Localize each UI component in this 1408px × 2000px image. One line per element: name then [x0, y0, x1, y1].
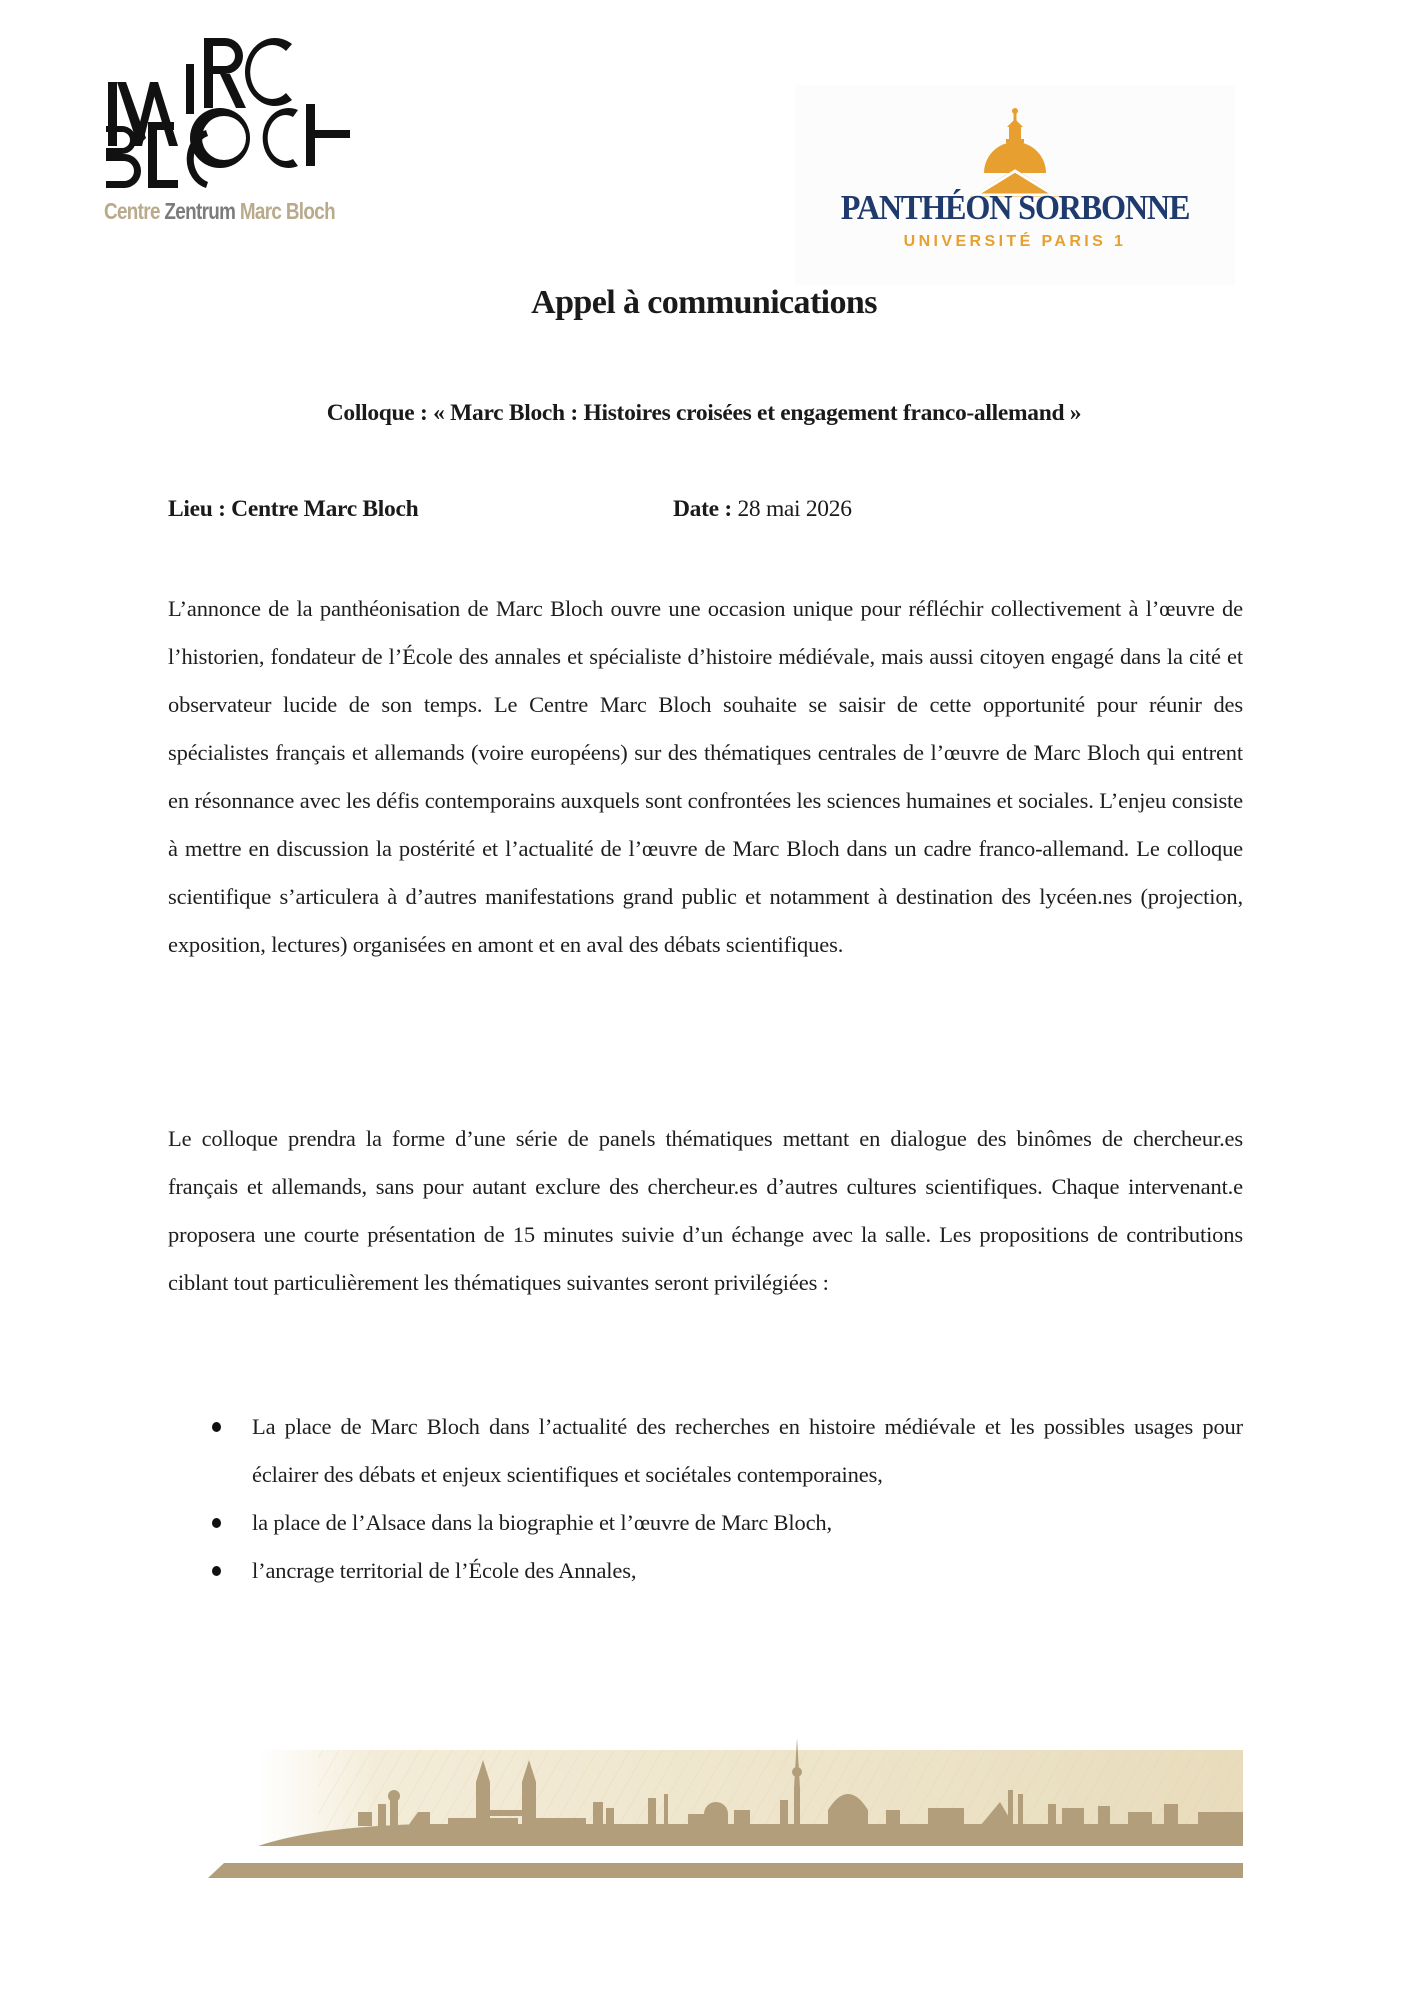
list-item	[168, 1499, 1243, 1547]
bullet-icon	[212, 1566, 221, 1576]
list-item-text: la place de l’Alsace dans la biographie et l’œuvre de Marc Bloch,	[252, 1510, 833, 1535]
pantheon-sorbonne-name: PANTHÉON SORBONNE	[840, 188, 1190, 227]
skyline-footer-banner	[168, 1738, 1243, 1888]
pantheon-sorbonne-subtitle: UNIVERSITÉ PARIS 1	[903, 233, 1127, 250]
intro-paragraph: L’annonce de la panthéonisation de Marc Bloch ouvre une occasion unique pour réfléchir collectivement à l’œuvre de l’historien, fondateur de l’École des annales et spécialiste d’histoire médiévale, mais aussi citoyen engagé dans la cité et observateur lucide de son temps. Le Centre Marc Bloch souhaite se saisir de cette opportunité pour réunir des spécialistes français et allemands (voire européens) sur des thématiques centrales de l’œuvre de Marc Bloch qui entrent en résonnance avec les défis contemporains auxquels sont confrontées les sciences humaines et sociales. L’enjeu consiste à mettre en discussion la postérité et l’actualité de l’œuvre de Marc Bloch dans un cadre franco-allemand. Le colloque scientifique s’articulera à d’autres manifestations grand public et notamment à destination des lycéen.nes (projection, exposition, lectures) organisées en amont et en aval des débats scientifiques.	[168, 596, 1243, 957]
caption-marc-bloch: Marc Bloch	[239, 198, 335, 224]
lieu-label: Lieu : Centre Marc Bloch	[168, 496, 419, 522]
list-item-text: La place de Marc Bloch dans l’actualité des recherches en histoire médiévale et les possibles usages pour éclairer des débats et enjeux scientifiques et sociétales contemporaines,	[252, 1414, 1243, 1487]
pantheon-dome-icon	[970, 107, 1060, 199]
colloque-heading: Colloque : « Marc Bloch : Histoires croisées et engagement franco-allemand »	[326, 400, 1082, 426]
marc-bloch-logo	[100, 38, 360, 238]
bullet-icon	[212, 1422, 221, 1432]
page-title: Appel à communications	[531, 284, 877, 321]
themes-list	[168, 1403, 1243, 1595]
marc-bloch-logo-caption	[104, 198, 335, 225]
marc-bloch-logo-graphic	[102, 38, 352, 198]
date-label: Date :	[673, 496, 732, 522]
list-item	[168, 1547, 1243, 1595]
list-item-text: l’ancrage territorial de l’École des Annales,	[252, 1558, 637, 1583]
list-item	[168, 1403, 1243, 1499]
footer-bar	[208, 1863, 1243, 1878]
bullet-icon	[212, 1518, 221, 1528]
date-line	[673, 496, 852, 523]
caption-centre: Centre	[104, 198, 160, 224]
caption-zentrum: Zentrum	[164, 198, 236, 224]
date-value: 28 mai 2026	[731, 496, 852, 522]
pantheon-sorbonne-logo	[795, 85, 1235, 285]
format-paragraph: Le colloque prendra la forme d’une série de panels thématiques mettant en dialogue des binômes de chercheur.es français et allemands, sans pour autant exclure des chercheur.es d’autres cultures scientifiques. Chaque intervenant.e proposera une courte présentation de 15 minutes suivie d’un échange avec la salle. Les propositions de contributions ciblant tout particulièrement les thématiques suivantes seront privilégiées :	[168, 1126, 1243, 1295]
